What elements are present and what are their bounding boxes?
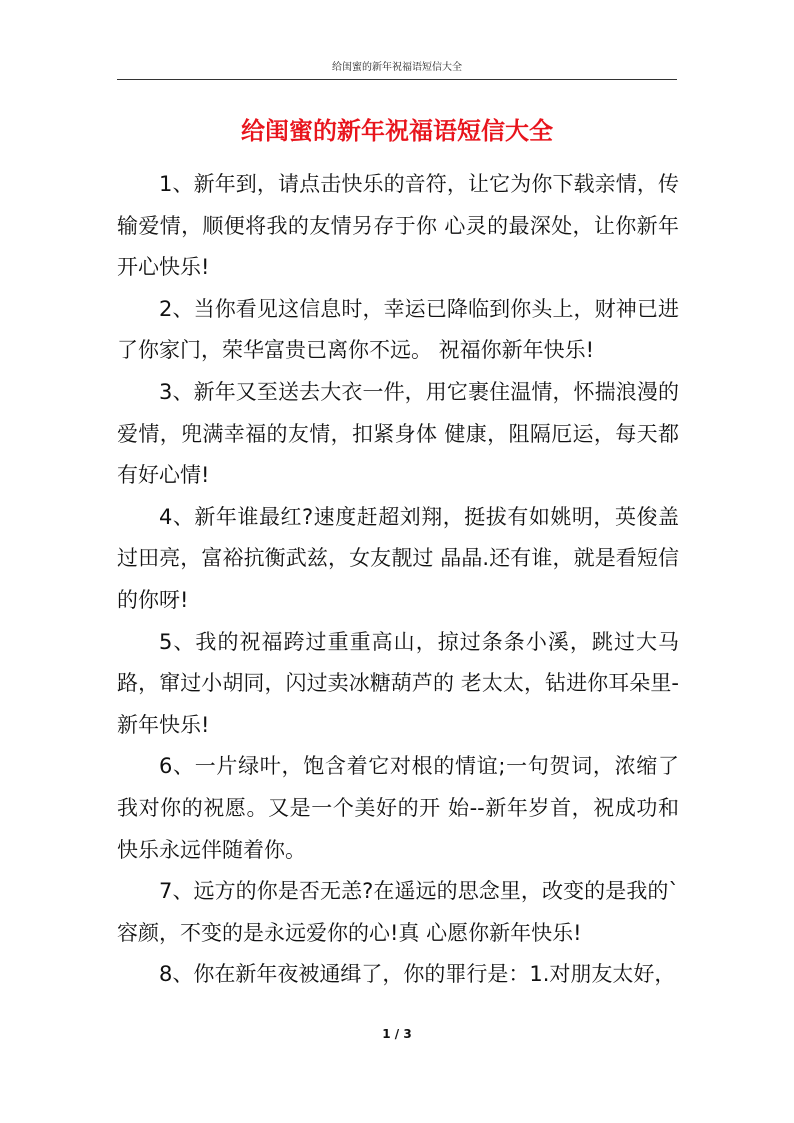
running-header: 给闺蜜的新年祝福语短信大全 [332, 62, 462, 73]
paragraph-6: 6、一片绿叶，饱含着它对根的情谊;一句贺词，浓缩了我对你的祝愿。又是一个美好的开 始--新年岁首，祝成功和快乐永远伴随着你。 [117, 754, 679, 862]
document-body [117, 164, 679, 996]
paragraph-4: 4、新年谁最红?速度赶超刘翔，挺拔有如姚明，英俊盖过田亮，富裕抗衡武兹，女友靓过 晶晶.还有谁，就是看短信的你呀! [117, 504, 679, 612]
paragraph-1: 1、新年到，请点击快乐的音符，让它为你下载亲情，传输爱情，顺便将我的友情另存于你 心灵的最深处，让你新年开心快乐! [117, 172, 679, 280]
paragraph-5: 5、我的祝福跨过重重高山，掠过条条小溪，跳过大马路，窜过小胡同，闪过卖冰糖葫芦的 老太太，钻进你耳朵里-新年快乐! [117, 629, 679, 737]
header-divider [117, 79, 677, 80]
paragraph-2: 2、当你看见这信息时，幸运已降临到你头上，财神已进了你家门，荣华富贵已离你不远。 祝福你新年快乐! [117, 296, 679, 363]
paragraph-3: 3、新年又至送去大衣一件，用它裹住温情，怀揣浪漫的爱情，兜满幸福的友情，扣紧身体 健康，阻隔厄运，每天都有好心情! [117, 379, 679, 488]
page-number: 1 / 3 [382, 1027, 412, 1041]
paragraph-7: 7、远方的你是否无恙?在遥远的思念里，改变的是我的`容颜，不变的是永远爱你的心!真 心愿你新年快乐! [117, 879, 679, 945]
document-title: 给闺蜜的新年祝福语短信大全 [241, 117, 553, 145]
paragraph-8: 8、你在新年夜被通缉了，你的罪行是：1.对朋友太好， [159, 962, 676, 987]
